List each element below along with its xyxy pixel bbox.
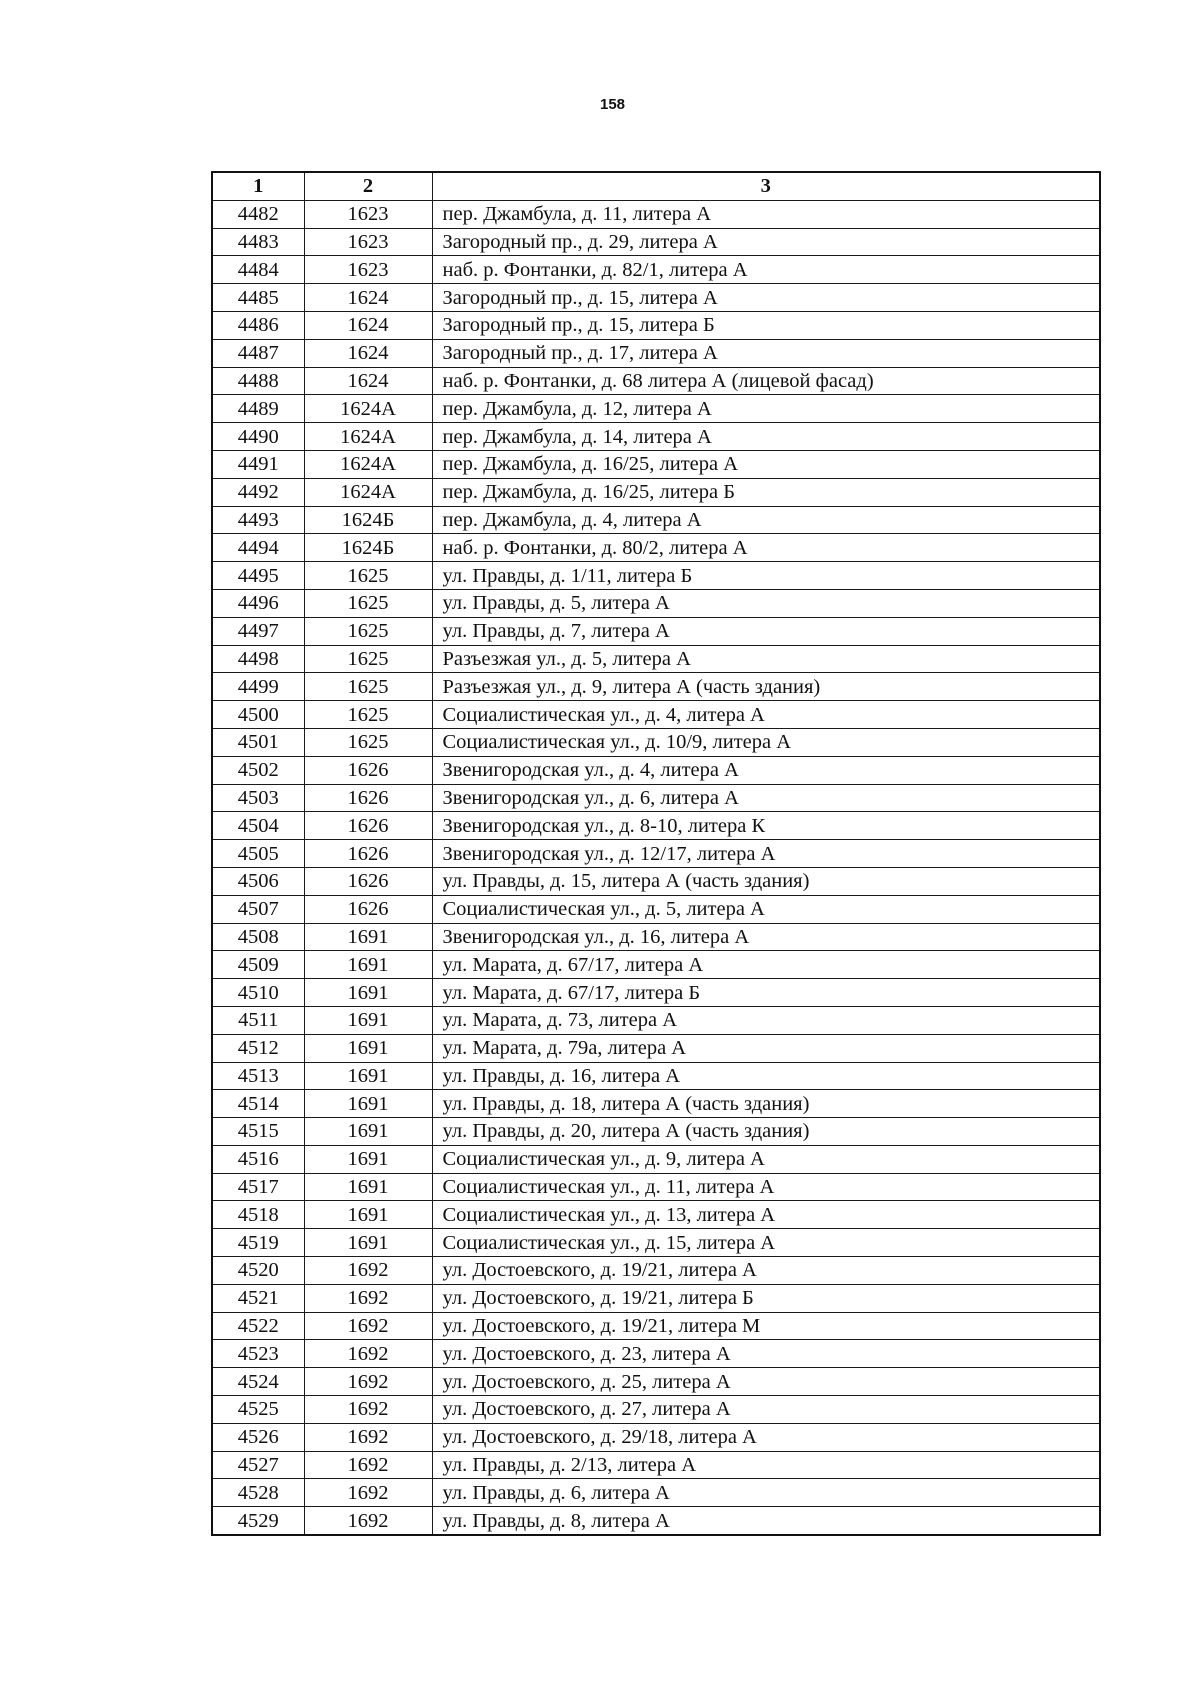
table-row — [212, 311, 1100, 339]
table-row — [212, 1201, 1100, 1229]
group-number-cell: 1691 — [304, 1229, 432, 1257]
table-row — [212, 617, 1100, 645]
table-header — [212, 172, 1100, 200]
group-number-cell: 1692 — [304, 1423, 432, 1451]
address-cell: Социалистическая ул., д. 4, литера А — [432, 701, 1100, 729]
row-number-cell: 4518 — [212, 1201, 304, 1229]
row-number-cell: 4483 — [212, 228, 304, 256]
row-number-cell: 4496 — [212, 589, 304, 617]
group-number-cell: 1691 — [304, 1118, 432, 1146]
table-row — [212, 200, 1100, 228]
group-number-cell: 1692 — [304, 1257, 432, 1285]
address-cell: ул. Марата, д. 79а, литера А — [432, 1034, 1100, 1062]
row-number-cell: 4508 — [212, 923, 304, 951]
address-cell: ул. Марата, д. 67/17, литера Б — [432, 979, 1100, 1007]
address-cell: ул. Правды, д. 20, литера А (часть здания) — [432, 1118, 1100, 1146]
group-number-cell: 1626 — [304, 756, 432, 784]
row-number-cell: 4485 — [212, 284, 304, 312]
table-row — [212, 812, 1100, 840]
address-cell: Звенигородская ул., д. 4, литера А — [432, 756, 1100, 784]
group-number-cell: 1625 — [304, 645, 432, 673]
row-number-cell: 4512 — [212, 1034, 304, 1062]
address-cell: ул. Правды, д. 16, литера А — [432, 1062, 1100, 1090]
table-row — [212, 1479, 1100, 1507]
group-number-cell: 1626 — [304, 812, 432, 840]
address-cell: пер. Джамбула, д. 11, литера А — [432, 200, 1100, 228]
table-row — [212, 589, 1100, 617]
row-number-cell: 4497 — [212, 617, 304, 645]
group-number-cell: 1691 — [304, 1006, 432, 1034]
group-number-cell: 1692 — [304, 1312, 432, 1340]
group-number-cell: 1624А — [304, 450, 432, 478]
table-row — [212, 534, 1100, 562]
address-cell: наб. р. Фонтанки, д. 68 литера А (лицевой фасад) — [432, 367, 1100, 395]
table-row — [212, 784, 1100, 812]
row-number-cell: 4502 — [212, 756, 304, 784]
table-row — [212, 1034, 1100, 1062]
table-row — [212, 1284, 1100, 1312]
table-row — [212, 450, 1100, 478]
table-row — [212, 1451, 1100, 1479]
address-cell: Социалистическая ул., д. 13, литера А — [432, 1201, 1100, 1229]
table-row — [212, 1507, 1100, 1535]
row-number-cell: 4494 — [212, 534, 304, 562]
group-number-cell: 1624 — [304, 339, 432, 367]
address-cell: ул. Правды, д. 1/11, литера Б — [432, 562, 1100, 590]
address-cell: ул. Достоевского, д. 23, литера А — [432, 1340, 1100, 1368]
row-number-cell: 4523 — [212, 1340, 304, 1368]
row-number-cell: 4509 — [212, 951, 304, 979]
group-number-cell: 1625 — [304, 701, 432, 729]
group-number-cell: 1692 — [304, 1284, 432, 1312]
group-number-cell: 1623 — [304, 256, 432, 284]
group-number-cell: 1624Б — [304, 506, 432, 534]
row-number-cell: 4482 — [212, 200, 304, 228]
column-header-3: 3 — [432, 172, 1100, 200]
row-number-cell: 4507 — [212, 895, 304, 923]
address-cell: пер. Джамбула, д. 12, литера А — [432, 395, 1100, 423]
table-row — [212, 1173, 1100, 1201]
row-number-cell: 4490 — [212, 423, 304, 451]
group-number-cell: 1691 — [304, 979, 432, 1007]
column-header-1: 1 — [212, 172, 304, 200]
address-cell: Звенигородская ул., д. 16, литера А — [432, 923, 1100, 951]
row-number-cell: 4528 — [212, 1479, 304, 1507]
table-row — [212, 1257, 1100, 1285]
table-row — [212, 367, 1100, 395]
row-number-cell: 4524 — [212, 1368, 304, 1396]
row-number-cell: 4504 — [212, 812, 304, 840]
row-number-cell: 4517 — [212, 1173, 304, 1201]
table-row — [212, 645, 1100, 673]
address-cell: Разъезжая ул., д. 9, литера А (часть здания) — [432, 673, 1100, 701]
row-number-cell: 4488 — [212, 367, 304, 395]
table-row — [212, 951, 1100, 979]
table-row — [212, 1229, 1100, 1257]
address-cell: Социалистическая ул., д. 10/9, литера А — [432, 728, 1100, 756]
address-cell: Социалистическая ул., д. 15, литера А — [432, 1229, 1100, 1257]
row-number-cell: 4526 — [212, 1423, 304, 1451]
table-row — [212, 395, 1100, 423]
registry-table — [211, 171, 1101, 1536]
row-number-cell: 4516 — [212, 1145, 304, 1173]
table-row — [212, 867, 1100, 895]
address-cell: наб. р. Фонтанки, д. 82/1, литера А — [432, 256, 1100, 284]
group-number-cell: 1625 — [304, 589, 432, 617]
table-row — [212, 562, 1100, 590]
group-number-cell: 1624Б — [304, 534, 432, 562]
address-cell: Разъезжая ул., д. 5, литера А — [432, 645, 1100, 673]
row-number-cell: 4491 — [212, 450, 304, 478]
row-number-cell: 4511 — [212, 1006, 304, 1034]
row-number-cell: 4520 — [212, 1257, 304, 1285]
table-row — [212, 1396, 1100, 1424]
address-cell: ул. Правды, д. 8, литера А — [432, 1507, 1100, 1535]
page-number: 158 — [599, 96, 626, 113]
address-cell: пер. Джамбула, д. 16/25, литера А — [432, 450, 1100, 478]
group-number-cell: 1691 — [304, 1173, 432, 1201]
address-cell: пер. Джамбула, д. 14, литера А — [432, 423, 1100, 451]
row-number-cell: 4499 — [212, 673, 304, 701]
address-cell: наб. р. Фонтанки, д. 80/2, литера А — [432, 534, 1100, 562]
group-number-cell: 1626 — [304, 867, 432, 895]
group-number-cell: 1626 — [304, 840, 432, 868]
row-number-cell: 4487 — [212, 339, 304, 367]
group-number-cell: 1624А — [304, 478, 432, 506]
address-cell: ул. Достоевского, д. 25, литера А — [432, 1368, 1100, 1396]
table-row — [212, 256, 1100, 284]
column-header-2: 2 — [304, 172, 432, 200]
group-number-cell: 1691 — [304, 1062, 432, 1090]
address-cell: Социалистическая ул., д. 5, литера А — [432, 895, 1100, 923]
table-row — [212, 701, 1100, 729]
group-number-cell: 1626 — [304, 895, 432, 923]
group-number-cell: 1692 — [304, 1396, 432, 1424]
table-body — [212, 200, 1100, 1535]
group-number-cell: 1623 — [304, 228, 432, 256]
address-cell: Социалистическая ул., д. 11, литера А — [432, 1173, 1100, 1201]
group-number-cell: 1691 — [304, 1034, 432, 1062]
group-number-cell: 1624 — [304, 367, 432, 395]
address-cell: Звенигородская ул., д. 6, литера А — [432, 784, 1100, 812]
group-number-cell: 1692 — [304, 1451, 432, 1479]
address-cell: ул. Правды, д. 2/13, литера А — [432, 1451, 1100, 1479]
group-number-cell: 1691 — [304, 951, 432, 979]
group-number-cell: 1692 — [304, 1368, 432, 1396]
table-row — [212, 506, 1100, 534]
header-row — [212, 172, 1100, 200]
table-row — [212, 284, 1100, 312]
address-cell: Социалистическая ул., д. 9, литера А — [432, 1145, 1100, 1173]
address-cell: ул. Правды, д. 5, литера А — [432, 589, 1100, 617]
address-cell: ул. Марата, д. 73, литера А — [432, 1006, 1100, 1034]
group-number-cell: 1692 — [304, 1340, 432, 1368]
table-row — [212, 1340, 1100, 1368]
table-row — [212, 728, 1100, 756]
row-number-cell: 4506 — [212, 867, 304, 895]
address-cell: Звенигородская ул., д. 12/17, литера А — [432, 840, 1100, 868]
table-row — [212, 228, 1100, 256]
row-number-cell: 4513 — [212, 1062, 304, 1090]
table-row — [212, 1118, 1100, 1146]
address-cell: ул. Достоевского, д. 19/21, литера М — [432, 1312, 1100, 1340]
group-number-cell: 1691 — [304, 1090, 432, 1118]
address-cell: ул. Достоевского, д. 19/21, литера Б — [432, 1284, 1100, 1312]
group-number-cell: 1625 — [304, 728, 432, 756]
address-cell: Загородный пр., д. 15, литера А — [432, 284, 1100, 312]
group-number-cell: 1624 — [304, 311, 432, 339]
row-number-cell: 4500 — [212, 701, 304, 729]
table-row — [212, 756, 1100, 784]
table-row — [212, 423, 1100, 451]
table-row — [212, 1090, 1100, 1118]
address-cell: Звенигородская ул., д. 8-10, литера К — [432, 812, 1100, 840]
row-number-cell: 4495 — [212, 562, 304, 590]
table-row — [212, 673, 1100, 701]
address-cell: ул. Достоевского, д. 19/21, литера А — [432, 1257, 1100, 1285]
group-number-cell: 1691 — [304, 1201, 432, 1229]
row-number-cell: 4514 — [212, 1090, 304, 1118]
row-number-cell: 4505 — [212, 840, 304, 868]
group-number-cell: 1624А — [304, 423, 432, 451]
address-cell: ул. Правды, д. 15, литера А (часть здания) — [432, 867, 1100, 895]
address-cell: ул. Правды, д. 6, литера А — [432, 1479, 1100, 1507]
row-number-cell: 4503 — [212, 784, 304, 812]
row-number-cell: 4498 — [212, 645, 304, 673]
table-row — [212, 478, 1100, 506]
row-number-cell: 4501 — [212, 728, 304, 756]
address-cell: пер. Джамбула, д. 4, литера А — [432, 506, 1100, 534]
address-cell: ул. Правды, д. 7, литера А — [432, 617, 1100, 645]
row-number-cell: 4519 — [212, 1229, 304, 1257]
group-number-cell: 1692 — [304, 1507, 432, 1535]
address-cell: ул. Достоевского, д. 27, литера А — [432, 1396, 1100, 1424]
table-row — [212, 1062, 1100, 1090]
address-cell: Загородный пр., д. 15, литера Б — [432, 311, 1100, 339]
group-number-cell: 1623 — [304, 200, 432, 228]
address-cell: ул. Достоевского, д. 29/18, литера А — [432, 1423, 1100, 1451]
address-cell: ул. Правды, д. 18, литера А (часть здания) — [432, 1090, 1100, 1118]
group-number-cell: 1626 — [304, 784, 432, 812]
row-number-cell: 4484 — [212, 256, 304, 284]
group-number-cell: 1625 — [304, 673, 432, 701]
row-number-cell: 4525 — [212, 1396, 304, 1424]
group-number-cell: 1625 — [304, 562, 432, 590]
row-number-cell: 4529 — [212, 1507, 304, 1535]
table-row — [212, 1368, 1100, 1396]
address-cell: Загородный пр., д. 29, литера А — [432, 228, 1100, 256]
table-row — [212, 1145, 1100, 1173]
address-cell: Загородный пр., д. 17, литера А — [432, 339, 1100, 367]
table-row — [212, 895, 1100, 923]
row-number-cell: 4486 — [212, 311, 304, 339]
row-number-cell: 4522 — [212, 1312, 304, 1340]
row-number-cell: 4489 — [212, 395, 304, 423]
group-number-cell: 1625 — [304, 617, 432, 645]
table-row — [212, 339, 1100, 367]
row-number-cell: 4510 — [212, 979, 304, 1007]
group-number-cell: 1692 — [304, 1479, 432, 1507]
row-number-cell: 4515 — [212, 1118, 304, 1146]
table-row — [212, 979, 1100, 1007]
row-number-cell: 4492 — [212, 478, 304, 506]
group-number-cell: 1624А — [304, 395, 432, 423]
address-cell: ул. Марата, д. 67/17, литера А — [432, 951, 1100, 979]
table-row — [212, 840, 1100, 868]
row-number-cell: 4521 — [212, 1284, 304, 1312]
group-number-cell: 1691 — [304, 923, 432, 951]
group-number-cell: 1691 — [304, 1145, 432, 1173]
row-number-cell: 4527 — [212, 1451, 304, 1479]
table-row — [212, 1312, 1100, 1340]
table-row — [212, 1006, 1100, 1034]
table-row — [212, 923, 1100, 951]
address-cell: пер. Джамбула, д. 16/25, литера Б — [432, 478, 1100, 506]
group-number-cell: 1624 — [304, 284, 432, 312]
row-number-cell: 4493 — [212, 506, 304, 534]
table-row — [212, 1423, 1100, 1451]
